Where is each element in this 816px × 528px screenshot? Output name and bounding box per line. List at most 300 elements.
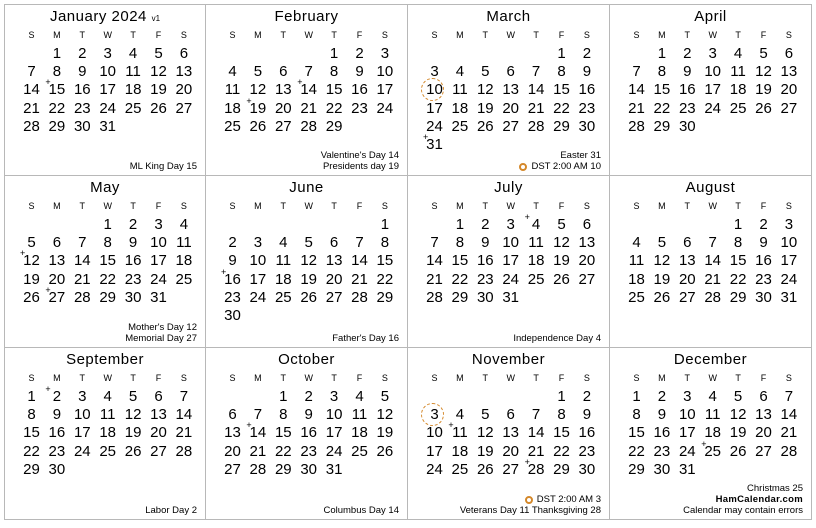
day-cell bbox=[549, 461, 574, 479]
day-cell bbox=[422, 424, 447, 442]
day-number: 7 bbox=[179, 388, 189, 405]
year-label: 2024 bbox=[111, 8, 147, 25]
weekday-label: M bbox=[53, 30, 61, 40]
day-cell bbox=[296, 271, 321, 289]
day-cell bbox=[271, 461, 296, 479]
weekday-label: T bbox=[130, 201, 136, 211]
weekday-label: T bbox=[130, 30, 136, 40]
day-number: 20 bbox=[578, 252, 596, 270]
day-number: 26 bbox=[653, 288, 671, 306]
day-cell bbox=[473, 81, 498, 99]
day-number: 18 bbox=[124, 81, 142, 99]
weekday-label: T bbox=[735, 373, 741, 383]
day-cell bbox=[121, 45, 146, 63]
day-cell bbox=[726, 63, 751, 81]
day-number: 10 bbox=[426, 424, 443, 442]
day-cell bbox=[95, 289, 120, 307]
day-number: 30 bbox=[300, 460, 318, 478]
day-cell bbox=[322, 252, 347, 270]
day-number: 3 bbox=[380, 45, 390, 62]
day-cell bbox=[372, 234, 397, 252]
day-cell bbox=[146, 443, 171, 461]
day-number: 22 bbox=[274, 442, 292, 460]
day-number: 27 bbox=[678, 288, 696, 306]
day-cell bbox=[372, 424, 397, 442]
day-number: 6 bbox=[279, 63, 288, 81]
day-cell bbox=[751, 424, 776, 442]
day-cell bbox=[322, 406, 347, 424]
day-number: 30 bbox=[653, 460, 671, 478]
day-cell bbox=[19, 271, 44, 289]
day-number: 28 bbox=[351, 288, 368, 306]
day-number: 14 bbox=[704, 252, 722, 270]
month-title bbox=[408, 351, 609, 368]
holiday-list bbox=[683, 483, 803, 516]
day-cell bbox=[549, 63, 574, 81]
holiday-line: Memorial Day 27 bbox=[125, 333, 197, 344]
day-cell bbox=[121, 443, 146, 461]
day-number: 21 bbox=[351, 270, 368, 288]
day-number: 1 bbox=[733, 216, 743, 233]
holiday-list bbox=[460, 494, 601, 516]
day-cell bbox=[121, 271, 146, 289]
weekday-label: W bbox=[304, 30, 313, 40]
day-number: 15 bbox=[23, 424, 40, 442]
day-cell bbox=[70, 406, 95, 424]
weekday-label: S bbox=[180, 201, 187, 211]
day-cell bbox=[574, 234, 599, 252]
day-number: 17 bbox=[704, 81, 722, 99]
site-credit: HamCalendar.com bbox=[715, 494, 803, 505]
weekday-label: W bbox=[506, 30, 515, 40]
day-cell bbox=[549, 216, 574, 234]
day-number: 29 bbox=[729, 288, 747, 306]
day-number: 6 bbox=[52, 234, 62, 252]
day-number: 7 bbox=[304, 63, 313, 81]
day-cell bbox=[95, 81, 120, 99]
day-number: 20 bbox=[274, 99, 292, 117]
month-march bbox=[408, 4, 610, 176]
plus-mark-icon: + bbox=[701, 438, 707, 449]
day-number: 21 bbox=[175, 424, 193, 442]
day-cell bbox=[751, 63, 776, 81]
day-cell bbox=[19, 81, 44, 99]
day-cell bbox=[322, 424, 347, 442]
month-name: April bbox=[694, 8, 727, 25]
day-cell bbox=[146, 234, 171, 252]
day-number: 21 bbox=[780, 424, 798, 442]
day-cell bbox=[649, 406, 674, 424]
weekday-label: S bbox=[28, 373, 35, 383]
day-cell bbox=[549, 406, 574, 424]
day-number: 28 bbox=[780, 442, 798, 460]
day-cell bbox=[473, 461, 498, 479]
day-number: 20 bbox=[224, 442, 241, 460]
day-number: 31 bbox=[678, 460, 696, 478]
day-number: 19 bbox=[476, 99, 494, 117]
day-number: 27 bbox=[274, 117, 292, 135]
day-cell bbox=[498, 118, 523, 136]
day-cell bbox=[422, 132, 447, 154]
day-cell bbox=[498, 406, 523, 424]
day-number: 12 bbox=[300, 252, 318, 270]
day-cell bbox=[347, 443, 372, 461]
day-cell bbox=[549, 100, 574, 118]
day-number: 13 bbox=[678, 252, 696, 270]
day-cell bbox=[498, 424, 523, 442]
day-number: 25 bbox=[451, 117, 469, 135]
month-february bbox=[206, 4, 408, 176]
day-number: 23 bbox=[578, 99, 596, 117]
day-cell bbox=[95, 388, 120, 406]
weekday-label: T bbox=[331, 373, 337, 383]
day-cell bbox=[649, 461, 674, 479]
day-cell bbox=[347, 406, 372, 424]
day-cell bbox=[447, 420, 472, 442]
day-number: 5 bbox=[557, 216, 566, 233]
day-cell bbox=[271, 100, 296, 118]
day-cell bbox=[70, 45, 95, 63]
day-number: 24 bbox=[73, 442, 91, 460]
holiday-line: Independence Day 4 bbox=[513, 333, 601, 344]
day-number: 1 bbox=[632, 388, 641, 405]
day-number: 31 bbox=[502, 288, 520, 306]
day-cell bbox=[726, 406, 751, 424]
plus-mark-icon: + bbox=[423, 132, 429, 142]
holiday-line: Calendar may contain errors bbox=[683, 505, 803, 516]
day-number: 12 bbox=[553, 234, 570, 252]
day-cell bbox=[245, 289, 270, 307]
day-cell bbox=[70, 443, 95, 461]
day-number: 26 bbox=[755, 99, 772, 117]
day-number: 15 bbox=[99, 252, 117, 270]
weekday-label: S bbox=[633, 201, 640, 211]
day-cell bbox=[322, 118, 347, 136]
day-cell bbox=[649, 100, 674, 118]
day-cell bbox=[751, 271, 776, 289]
day-cell bbox=[70, 424, 95, 442]
day-cell bbox=[574, 388, 599, 406]
day-number: 24 bbox=[426, 460, 443, 478]
day-number: 8 bbox=[733, 234, 743, 252]
day-cell bbox=[574, 461, 599, 479]
day-cell bbox=[524, 63, 549, 81]
day-cell bbox=[121, 81, 146, 99]
weekday-label: S bbox=[785, 373, 792, 383]
day-number: 11 bbox=[275, 252, 292, 270]
day-number: 16 bbox=[678, 81, 696, 99]
day-number: 14 bbox=[426, 252, 443, 270]
day-cell bbox=[624, 461, 649, 479]
day-cell bbox=[44, 406, 69, 424]
day-number: 28 bbox=[249, 460, 267, 478]
day-cell bbox=[372, 45, 397, 63]
day-cell bbox=[121, 63, 146, 81]
day-cell bbox=[675, 234, 700, 252]
day-number: 10 bbox=[150, 234, 167, 252]
weekday-label: F bbox=[760, 373, 767, 383]
day-number: 2 bbox=[228, 234, 237, 252]
day-number: 2 bbox=[481, 216, 490, 233]
day-cell bbox=[271, 271, 296, 289]
day-number: 28 bbox=[426, 288, 443, 306]
weekday-label: F bbox=[760, 201, 767, 211]
weekday-label: W bbox=[304, 373, 313, 383]
plus-mark-icon: + bbox=[448, 420, 454, 431]
weekday-label: F bbox=[558, 30, 565, 40]
plus-mark-icon: + bbox=[246, 95, 252, 106]
day-number: 10 bbox=[73, 406, 91, 424]
day-number: 17 bbox=[99, 81, 117, 99]
day-number: 12 bbox=[653, 252, 671, 270]
weekday-label: S bbox=[633, 373, 640, 383]
day-number: 8 bbox=[103, 234, 112, 252]
month-name: October bbox=[278, 351, 335, 368]
day-cell bbox=[700, 63, 725, 81]
day-number: 16 bbox=[351, 81, 368, 99]
day-cell bbox=[649, 234, 674, 252]
day-cell bbox=[422, 271, 447, 289]
day-cell bbox=[498, 271, 523, 289]
weekday-label: T bbox=[331, 30, 337, 40]
day-cell bbox=[675, 118, 700, 136]
day-number: 16 bbox=[476, 252, 494, 270]
day-number: 17 bbox=[73, 424, 91, 442]
day-number: 29 bbox=[451, 288, 469, 306]
day-number: 12 bbox=[150, 63, 167, 81]
day-number: 6 bbox=[179, 45, 189, 62]
day-number: 7 bbox=[253, 406, 263, 424]
day-number: 11 bbox=[704, 406, 721, 424]
plus-mark-icon: + bbox=[524, 212, 530, 222]
day-number: 9 bbox=[582, 63, 592, 81]
day-number: 19 bbox=[653, 270, 671, 288]
weekday-label: T bbox=[735, 201, 741, 211]
day-number: 9 bbox=[657, 406, 667, 424]
holiday-line: Easter 31 bbox=[560, 150, 601, 161]
day-cell bbox=[751, 234, 776, 252]
day-number: 12 bbox=[124, 406, 142, 424]
day-number: 8 bbox=[657, 63, 667, 81]
holiday-list bbox=[130, 161, 197, 172]
day-cell bbox=[70, 271, 95, 289]
day-cell bbox=[220, 100, 245, 118]
month-name: May bbox=[90, 179, 120, 196]
day-cell bbox=[473, 289, 498, 307]
day-cell bbox=[347, 234, 372, 252]
month-title bbox=[206, 351, 407, 368]
holiday-list bbox=[519, 150, 601, 172]
day-cell bbox=[422, 100, 447, 118]
day-cell bbox=[447, 252, 472, 270]
day-cell bbox=[95, 443, 120, 461]
day-cell bbox=[146, 216, 171, 234]
day-cell bbox=[700, 388, 725, 406]
sun-icon bbox=[525, 496, 533, 504]
holiday-line bbox=[519, 161, 601, 172]
weekday-label: F bbox=[356, 201, 363, 211]
day-number: 15 bbox=[325, 81, 343, 99]
weekday-label: T bbox=[331, 201, 337, 211]
day-cell bbox=[624, 271, 649, 289]
weekday-label: S bbox=[381, 201, 388, 211]
day-number: 6 bbox=[784, 45, 794, 62]
day-number: 24 bbox=[325, 442, 343, 460]
day-cell bbox=[751, 81, 776, 99]
day-number: 13 bbox=[274, 81, 292, 99]
day-number: 16 bbox=[653, 424, 671, 442]
month-june bbox=[206, 176, 408, 348]
day-cell bbox=[95, 234, 120, 252]
day-number: 19 bbox=[476, 442, 494, 460]
day-cell bbox=[19, 461, 44, 479]
day-cell bbox=[751, 443, 776, 461]
day-number: 11 bbox=[176, 234, 192, 252]
day-number: 29 bbox=[653, 117, 671, 135]
day-number: 10 bbox=[502, 234, 520, 252]
day-cell bbox=[776, 252, 801, 270]
weekday-label: M bbox=[658, 30, 666, 40]
day-cell bbox=[776, 406, 801, 424]
month-title bbox=[408, 8, 609, 25]
day-number: 3 bbox=[784, 216, 794, 233]
day-cell bbox=[675, 443, 700, 461]
day-number: 25 bbox=[274, 288, 292, 306]
day-cell bbox=[220, 406, 245, 424]
day-number: 8 bbox=[557, 406, 566, 424]
day-number: 6 bbox=[582, 216, 592, 233]
day-number: 25 bbox=[124, 99, 142, 117]
day-number: 26 bbox=[249, 117, 267, 135]
day-cell bbox=[549, 118, 574, 136]
day-number: 26 bbox=[729, 442, 747, 460]
day-number: 12 bbox=[729, 406, 747, 424]
weekday-label: M bbox=[53, 373, 61, 383]
weekday-label: S bbox=[785, 30, 792, 40]
weekday-label: F bbox=[760, 30, 767, 40]
plus-mark-icon: + bbox=[524, 456, 530, 467]
month-name: August bbox=[685, 179, 736, 196]
day-cell bbox=[700, 406, 725, 424]
day-number: 3 bbox=[329, 388, 339, 405]
day-cell bbox=[121, 424, 146, 442]
weekday-label: S bbox=[583, 201, 590, 211]
day-number: 12 bbox=[476, 81, 494, 99]
day-cell bbox=[347, 100, 372, 118]
day-cell bbox=[322, 234, 347, 252]
calendar-grid bbox=[4, 4, 812, 520]
day-number: 25 bbox=[351, 442, 368, 460]
day-cell bbox=[498, 443, 523, 461]
day-number: 12 bbox=[476, 424, 494, 442]
day-number: 11 bbox=[730, 63, 746, 81]
weekday-label: M bbox=[254, 30, 262, 40]
weekday-label: M bbox=[456, 201, 464, 211]
month-title bbox=[206, 179, 407, 196]
weekday-label: S bbox=[28, 30, 35, 40]
month-title bbox=[5, 351, 205, 368]
day-number: 16 bbox=[124, 252, 142, 270]
holiday-line: Christmas 25 bbox=[747, 483, 803, 494]
day-cell bbox=[220, 81, 245, 99]
day-number: 3 bbox=[683, 388, 692, 405]
day-cell bbox=[675, 45, 700, 63]
day-number: 28 bbox=[175, 442, 193, 460]
day-number: 13 bbox=[755, 406, 772, 424]
day-number: 15 bbox=[653, 81, 671, 99]
day-cell bbox=[322, 63, 347, 81]
day-number: 17 bbox=[426, 99, 443, 117]
day-cell bbox=[121, 388, 146, 406]
day-cell bbox=[447, 118, 472, 136]
plus-mark-icon: + bbox=[221, 266, 227, 277]
holiday-list bbox=[513, 333, 601, 344]
day-cell bbox=[649, 45, 674, 63]
day-cell bbox=[121, 100, 146, 118]
day-number: 26 bbox=[23, 288, 40, 306]
day-number: 16 bbox=[578, 424, 596, 442]
weekday-label: S bbox=[583, 373, 590, 383]
day-number: 22 bbox=[553, 442, 570, 460]
day-number: 30 bbox=[755, 288, 772, 306]
day-cell bbox=[146, 100, 171, 118]
day-cell bbox=[549, 424, 574, 442]
day-number: 3 bbox=[154, 216, 163, 233]
day-number: 18 bbox=[99, 424, 117, 442]
day-cell bbox=[372, 443, 397, 461]
day-cell bbox=[649, 289, 674, 307]
day-cell bbox=[44, 118, 69, 136]
day-number: 1 bbox=[657, 45, 667, 62]
day-number: 11 bbox=[628, 252, 645, 270]
day-cell bbox=[220, 443, 245, 461]
day-number: 26 bbox=[376, 442, 394, 460]
day-number: 20 bbox=[502, 99, 520, 117]
day-number: 21 bbox=[704, 270, 722, 288]
day-cell bbox=[121, 406, 146, 424]
day-number: 4 bbox=[103, 388, 112, 405]
day-number: 24 bbox=[502, 270, 520, 288]
month-title bbox=[610, 179, 811, 196]
month-name: November bbox=[471, 351, 546, 368]
day-number: 19 bbox=[553, 252, 570, 270]
day-number: 5 bbox=[304, 234, 313, 252]
day-cell bbox=[19, 289, 44, 307]
day-cell bbox=[574, 406, 599, 424]
weekday-label: T bbox=[79, 373, 86, 383]
day-cell bbox=[751, 406, 776, 424]
day-cell bbox=[296, 443, 321, 461]
day-number: 23 bbox=[351, 99, 368, 117]
day-cell bbox=[19, 118, 44, 136]
day-number: 20 bbox=[325, 270, 343, 288]
day-cell bbox=[574, 252, 599, 270]
day-cell bbox=[171, 388, 196, 406]
day-cell bbox=[574, 118, 599, 136]
day-number: 16 bbox=[224, 270, 241, 288]
day-number: 29 bbox=[99, 288, 117, 306]
day-cell bbox=[372, 63, 397, 81]
day-cell bbox=[624, 252, 649, 270]
day-number: 8 bbox=[455, 234, 465, 252]
day-number: 1 bbox=[557, 388, 566, 405]
day-number: 6 bbox=[228, 406, 237, 424]
day-cell bbox=[675, 388, 700, 406]
day-cell bbox=[776, 216, 801, 234]
day-cell bbox=[498, 289, 523, 307]
day-number: 5 bbox=[481, 63, 490, 81]
day-number: 29 bbox=[48, 117, 66, 135]
